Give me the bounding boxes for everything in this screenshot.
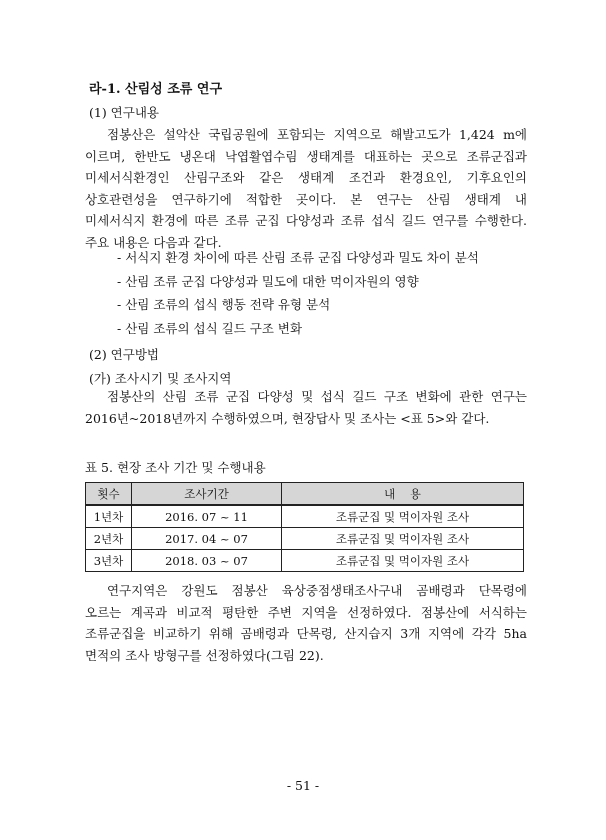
subheading-survey-period: (가) 조사시기 및 조사지역 — [89, 371, 232, 386]
table-header-cell: 횟수 — [86, 483, 132, 506]
subheading-research-method: (2) 연구방법 — [89, 347, 159, 362]
paragraph-line: 상호관련성을 연구하기에 적합한 곳이다. 본 연구는 산림 생태계 내 — [85, 191, 527, 207]
paragraph-line: 주요 내용은 다음과 같다. — [85, 234, 222, 250]
paragraph-intro — [85, 124, 527, 253]
table-row — [86, 528, 524, 550]
table-cell: 2017. 04 ~ 07 — [132, 528, 282, 550]
paragraph-line: 미세서식지 환경에 따른 조류 군집 다양성과 조류 섭식 길드 연구를 수행한다. — [85, 213, 527, 228]
paragraph-line: 미세서식환경인 산림구조와 같은 생태계 조건과 환경요인, 기후요인의 — [85, 170, 527, 185]
table-row — [86, 550, 524, 572]
table-header-row — [86, 483, 524, 506]
table-header-cell: 내 용 — [282, 483, 524, 506]
table-caption: 표 5. 현장 조사 기간 및 수행내용 — [85, 460, 266, 475]
paragraph-line: 오르는 계곡과 비교적 평탄한 주변 지역을 선정하였다. 점봉산에 서식하는 — [85, 604, 527, 620]
bullet-list — [117, 250, 479, 344]
paragraph-line: 이르며, 한반도 냉온대 낙엽활엽수림 생태계를 대표하는 곳으로 조류군집과 — [85, 148, 527, 164]
table-cell: 조류군집 및 먹이자원 조사 — [282, 550, 524, 572]
bullet-item: - 산림 조류 군집 다양성과 밀도에 대한 먹이자원의 영향 — [117, 273, 419, 289]
table-cell: 1년차 — [86, 505, 132, 528]
table-cell: 조류군집 및 먹이자원 조사 — [282, 528, 524, 550]
table-cell: 2년차 — [86, 528, 132, 550]
paragraph-line: 연구지역은 강원도 점봉산 육상중점생태조사구내 곰배령과 단목령에 — [107, 583, 527, 598]
paragraph-line: 면적의 조사 방형구를 선정하였다(그림 22). — [85, 647, 324, 663]
section-heading: 라-1. 산림성 조류 연구 — [89, 82, 223, 97]
table-cell: 2016. 07 ~ 11 — [132, 505, 282, 528]
paragraph-line: 점봉산은 설악산 국립공원에 포함되는 지역으로 해발고도가 1,424 m에 — [107, 127, 527, 142]
table-cell: 2018. 03 ~ 07 — [132, 550, 282, 572]
table-header-cell: 조사기간 — [132, 483, 282, 506]
paragraph-survey — [85, 386, 527, 429]
paragraph-line: 조류군집을 비교하기 위해 곰배령과 단목령, 산지습지 3개 지역에 각각 5ha — [85, 626, 527, 641]
bullet-item: - 서식지 환경 차이에 따른 산림 조류 군집 다양성과 밀도 차이 분석 — [117, 250, 479, 265]
bullet-item: - 산림 조류의 섭식 행동 전략 유형 분석 — [117, 297, 331, 312]
table-cell: 조류군집 및 먹이자원 조사 — [282, 505, 524, 528]
survey-table — [85, 482, 524, 572]
page-number: - 51 - — [286, 778, 320, 793]
table-row — [86, 505, 524, 528]
paragraph-study-area — [85, 580, 527, 666]
subheading-research-content: (1) 연구내용 — [89, 105, 159, 120]
paragraph-line: 점봉산의 산림 조류 군집 다양성 및 섭식 길드 구조 변화에 관한 연구는 — [107, 389, 527, 404]
table-cell: 3년차 — [86, 550, 132, 572]
bullet-item: - 산림 조류의 섭식 길드 구조 변화 — [117, 320, 303, 336]
paragraph-line: 2016년~2018년까지 수행하였으며, 현장답사 및 조사는 <표 5>와 같다. — [85, 410, 490, 426]
